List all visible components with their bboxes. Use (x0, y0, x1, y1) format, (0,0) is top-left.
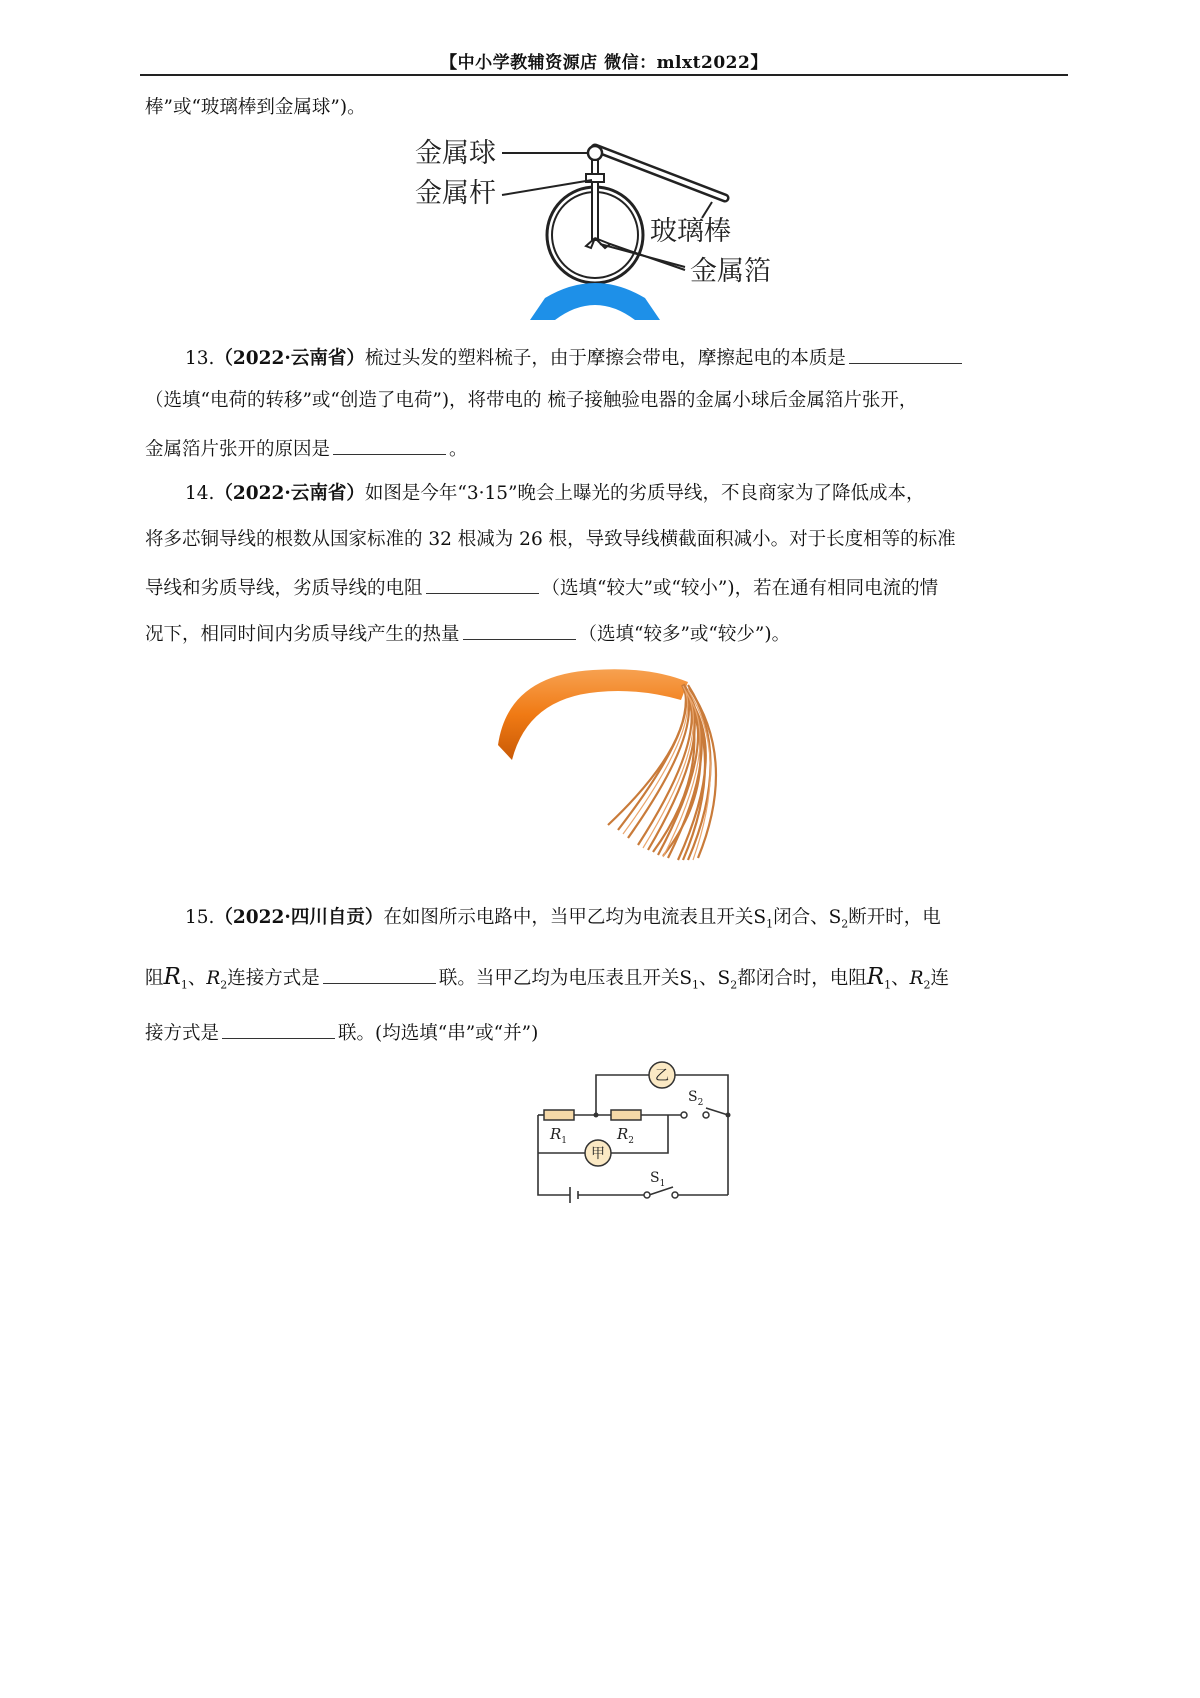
question-source: （2022·云南省） (214, 348, 365, 369)
label-s1: $S_1$ (650, 1170, 666, 1189)
switch-s2 (681, 1112, 687, 1118)
header-rule (140, 74, 1068, 76)
answer-blank[interactable] (222, 1022, 335, 1039)
q13-line2: （选填“电荷的转移”或“创造了电荷”)，将带电的 梳子接触验电器的金属小球后金属箔片张开， (145, 390, 918, 411)
answer-blank[interactable] (849, 347, 962, 364)
label-r2: $R_2$ (617, 1125, 635, 1146)
q14-line4: 况下，相同时间内劣质导线产生的热量 （选填“较多”或“较少”)。 (145, 624, 791, 645)
label-metal-ball: 金属球 (415, 138, 496, 169)
answer-blank[interactable] (426, 577, 539, 594)
svg-text:乙: 乙 (655, 1068, 669, 1084)
resistor-r2 (611, 1110, 641, 1120)
label-glass-rod: 玻璃棒 (650, 216, 731, 247)
label-metal-rod: 金属杆 (415, 178, 496, 209)
label-r1: $R_1$ (550, 1125, 568, 1146)
inferior-wire-photo (498, 660, 738, 885)
svg-text:甲: 甲 (591, 1146, 605, 1162)
answer-blank[interactable] (323, 967, 436, 984)
q14-line3: 导线和劣质导线，劣质导线的电阻 （选填“较大”或“较小”)，若在通有相同电流的情 (145, 578, 939, 599)
question-number: 15. (185, 907, 215, 928)
q15-line2: 阻$R_1$、$R_2$连接方式是 联。当甲乙均为电压表且开关$S_1$、$S_2$都闭合时，电阻$R_1$、$R_2$连 (145, 964, 950, 992)
q15-line1: 15.（2022·四川自贡）在如图所示电路中，当甲乙均为电流表且开关$S_1$闭合、$S_2$断开时，电 (185, 907, 941, 931)
metal-ball (588, 146, 602, 160)
wire-insulation (498, 669, 688, 760)
question-number: 13. (185, 348, 215, 369)
electroscope-figure (415, 138, 790, 325)
copper-strands (608, 684, 716, 860)
question-source: （2022·四川自贡） (214, 907, 384, 928)
answer-blank[interactable] (463, 623, 576, 640)
resistor-r1 (544, 1110, 574, 1120)
answer-blank[interactable] (333, 438, 446, 455)
electroscope-base (530, 283, 660, 320)
label-s2: $S_2$ (688, 1089, 704, 1108)
question-source: （2022·云南省） (214, 483, 365, 504)
metal-rod (592, 160, 598, 240)
question-number: 14. (185, 483, 215, 504)
q15-line3: 接方式是 联。(均选填“串”或“并”) (145, 1023, 539, 1044)
label-metal-foil: 金属箔 (690, 256, 771, 287)
q14-line2: 将多芯铜导线的根数从国家标准的 32 根减为 26 根，导致导线横截面积减小。对于长度相等的标准 (145, 529, 956, 550)
q14-line1: 14.（2022·云南省）如图是今年“3·15”晚会上曝光的劣质导线，不良商家为了降低成本， (185, 483, 925, 504)
q13-line3: 金属箔片张开的原因是 。 (145, 439, 468, 460)
circuit-diagram (510, 1055, 750, 1215)
q13-line1: 13.（2022·云南省）梳过头发的塑料梳子，由于摩擦会带电，摩擦起电的本质是 (185, 347, 965, 369)
page-header: 【中小学教辅资源店 微信：mlxt2022】 (440, 53, 768, 73)
continued-text: 棒”或“玻璃棒到金属球”)。 (145, 97, 366, 118)
metal-foil (586, 238, 595, 248)
switch-s1 (644, 1192, 650, 1198)
